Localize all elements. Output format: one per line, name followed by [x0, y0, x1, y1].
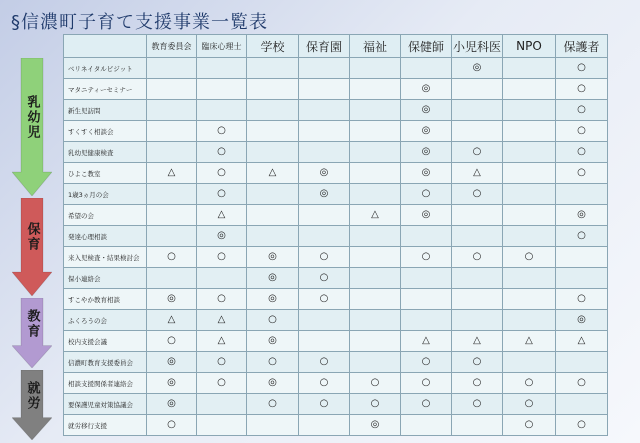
- mark-cell: ○: [503, 415, 556, 436]
- mark-cell: ◎: [556, 310, 608, 331]
- mark-cell: [556, 394, 608, 415]
- mark-cell: ○: [197, 184, 247, 205]
- stage-label: 教育: [24, 308, 40, 339]
- page-title: §信濃町子育て支援事業一覧表: [11, 12, 268, 33]
- mark-cell: [556, 184, 608, 205]
- mark-cell: ○: [299, 289, 350, 310]
- column-header: NPO: [503, 35, 556, 58]
- mark-cell: ○: [197, 121, 247, 142]
- mark-cell: ◎: [247, 373, 299, 394]
- mark-cell: [247, 205, 299, 226]
- mark-cell: ○: [556, 163, 608, 184]
- mark-cell: [452, 415, 503, 436]
- mark-cell: [556, 352, 608, 373]
- table-row: [64, 226, 608, 247]
- mark-cell: [503, 310, 556, 331]
- mark-cell: ○: [197, 289, 247, 310]
- mark-cell: ○: [299, 247, 350, 268]
- table-row: [64, 289, 608, 310]
- mark-cell: ○: [556, 121, 608, 142]
- mark-cell: ○: [452, 247, 503, 268]
- column-header: 教育委員会: [147, 35, 197, 58]
- mark-cell: ○: [147, 415, 197, 436]
- mark-cell: ○: [401, 352, 452, 373]
- row-label: 新生児訪問: [64, 100, 147, 121]
- mark-cell: ○: [452, 184, 503, 205]
- mark-cell: [299, 331, 350, 352]
- mark-cell: [197, 100, 247, 121]
- stage-label: 乳幼児: [24, 94, 40, 140]
- mark-cell: ○: [350, 394, 401, 415]
- mark-cell: ◎: [147, 289, 197, 310]
- mark-cell: ◎: [147, 373, 197, 394]
- mark-cell: ○: [197, 247, 247, 268]
- mark-cell: [503, 163, 556, 184]
- mark-cell: ○: [197, 142, 247, 163]
- table-row: [64, 184, 608, 205]
- mark-cell: △: [452, 163, 503, 184]
- column-header: 保護者: [556, 35, 608, 58]
- mark-cell: [197, 268, 247, 289]
- mark-cell: ○: [197, 352, 247, 373]
- table-row: [64, 121, 608, 142]
- table-row: [64, 163, 608, 184]
- table-row: [64, 58, 608, 79]
- mark-cell: [350, 79, 401, 100]
- mark-cell: [401, 415, 452, 436]
- mark-cell: [299, 415, 350, 436]
- row-label: ひよこ教室: [64, 163, 147, 184]
- mark-cell: △: [350, 205, 401, 226]
- mark-cell: [452, 268, 503, 289]
- mark-cell: [401, 268, 452, 289]
- mark-cell: ◎: [247, 289, 299, 310]
- mark-cell: [350, 100, 401, 121]
- mark-cell: [556, 268, 608, 289]
- mark-cell: ◎: [401, 142, 452, 163]
- mark-cell: [147, 184, 197, 205]
- mark-cell: [401, 226, 452, 247]
- mark-cell: ○: [556, 373, 608, 394]
- table-row: [64, 394, 608, 415]
- mark-cell: ○: [452, 394, 503, 415]
- row-label: 来入児検査・結果検討会: [64, 247, 147, 268]
- table-row: [64, 268, 608, 289]
- row-label: 校内支援会議: [64, 331, 147, 352]
- row-label: すこやか教育相談: [64, 289, 147, 310]
- mark-cell: [503, 268, 556, 289]
- mark-cell: [247, 142, 299, 163]
- mark-cell: ○: [299, 394, 350, 415]
- row-label: 1歳3ヵ月の会: [64, 184, 147, 205]
- mark-cell: [350, 184, 401, 205]
- mark-cell: ◎: [401, 79, 452, 100]
- mark-cell: [197, 58, 247, 79]
- stage-label: 就労: [24, 380, 40, 411]
- mark-cell: △: [147, 310, 197, 331]
- mark-cell: [197, 79, 247, 100]
- mark-cell: [556, 247, 608, 268]
- table-row: [64, 331, 608, 352]
- mark-cell: [503, 58, 556, 79]
- mark-cell: [503, 121, 556, 142]
- mark-cell: ◎: [452, 58, 503, 79]
- mark-cell: [147, 58, 197, 79]
- mark-cell: [147, 79, 197, 100]
- mark-cell: △: [197, 310, 247, 331]
- mark-cell: ◎: [401, 205, 452, 226]
- mark-cell: ○: [197, 373, 247, 394]
- mark-cell: ○: [556, 100, 608, 121]
- table-row: [64, 310, 608, 331]
- mark-cell: ○: [299, 352, 350, 373]
- mark-cell: [503, 289, 556, 310]
- mark-cell: ○: [147, 247, 197, 268]
- mark-cell: [147, 100, 197, 121]
- mark-cell: [350, 352, 401, 373]
- mark-cell: ○: [556, 289, 608, 310]
- mark-cell: [350, 289, 401, 310]
- column-header: 保育園: [299, 35, 350, 58]
- mark-cell: ○: [503, 247, 556, 268]
- mark-cell: [247, 184, 299, 205]
- mark-cell: △: [197, 331, 247, 352]
- mark-cell: [147, 226, 197, 247]
- mark-cell: [452, 79, 503, 100]
- mark-cell: [452, 226, 503, 247]
- mark-cell: ○: [556, 58, 608, 79]
- mark-cell: ◎: [147, 352, 197, 373]
- mark-cell: ○: [556, 79, 608, 100]
- mark-cell: ◎: [350, 415, 401, 436]
- mark-cell: [350, 310, 401, 331]
- mark-cell: [147, 142, 197, 163]
- mark-cell: ○: [401, 373, 452, 394]
- mark-cell: [350, 163, 401, 184]
- mark-cell: [503, 205, 556, 226]
- row-label: 相談支援関係者連絡会: [64, 373, 147, 394]
- table-row: [64, 373, 608, 394]
- mark-cell: [147, 268, 197, 289]
- mark-cell: [299, 142, 350, 163]
- mark-cell: [401, 289, 452, 310]
- column-header: 保健師: [401, 35, 452, 58]
- mark-cell: [247, 226, 299, 247]
- mark-cell: [147, 121, 197, 142]
- column-header: 福祉: [350, 35, 401, 58]
- mark-cell: [452, 100, 503, 121]
- mark-cell: ○: [452, 352, 503, 373]
- mark-cell: ○: [452, 373, 503, 394]
- mark-cell: [503, 352, 556, 373]
- table-row: [64, 100, 608, 121]
- mark-cell: [197, 394, 247, 415]
- column-header: 小児科医: [452, 35, 503, 58]
- mark-cell: ○: [452, 142, 503, 163]
- row-label: 就労移行支援: [64, 415, 147, 436]
- mark-cell: [452, 289, 503, 310]
- mark-cell: ○: [247, 394, 299, 415]
- mark-cell: ○: [556, 142, 608, 163]
- mark-cell: ○: [299, 268, 350, 289]
- stage-label: 保育: [24, 222, 40, 252]
- mark-cell: [401, 310, 452, 331]
- mark-cell: △: [556, 331, 608, 352]
- mark-cell: [247, 58, 299, 79]
- mark-cell: ○: [197, 163, 247, 184]
- mark-cell: [503, 100, 556, 121]
- mark-cell: [503, 142, 556, 163]
- mark-cell: ◎: [299, 184, 350, 205]
- mark-cell: ◎: [197, 226, 247, 247]
- mark-cell: ○: [401, 184, 452, 205]
- table-row: [64, 415, 608, 436]
- mark-cell: ◎: [247, 247, 299, 268]
- mark-cell: [247, 121, 299, 142]
- mark-cell: △: [452, 331, 503, 352]
- mark-cell: [299, 205, 350, 226]
- mark-cell: ○: [350, 373, 401, 394]
- row-label: ベリネイタルビジット: [64, 58, 147, 79]
- row-label: 希望の会: [64, 205, 147, 226]
- mark-cell: [299, 79, 350, 100]
- mark-cell: [452, 310, 503, 331]
- mark-cell: △: [401, 331, 452, 352]
- mark-cell: ○: [401, 247, 452, 268]
- mark-cell: [401, 58, 452, 79]
- table-row: [64, 79, 608, 100]
- header-row: [64, 35, 608, 58]
- mark-cell: [247, 415, 299, 436]
- mark-cell: [350, 58, 401, 79]
- mark-cell: [350, 268, 401, 289]
- row-label: 乳幼児健康検査: [64, 142, 147, 163]
- mark-cell: ◎: [247, 331, 299, 352]
- mark-cell: △: [247, 163, 299, 184]
- mark-cell: [452, 205, 503, 226]
- mark-cell: △: [197, 205, 247, 226]
- mark-cell: ○: [299, 373, 350, 394]
- mark-cell: ○: [247, 310, 299, 331]
- mark-cell: [299, 121, 350, 142]
- mark-cell: ◎: [401, 121, 452, 142]
- row-label: 信濃町教育支援委員会: [64, 352, 147, 373]
- mark-cell: [350, 331, 401, 352]
- header-corner: [64, 35, 147, 58]
- mark-cell: [503, 184, 556, 205]
- mark-cell: [350, 226, 401, 247]
- mark-cell: [452, 121, 503, 142]
- mark-cell: [503, 79, 556, 100]
- mark-cell: ○: [401, 394, 452, 415]
- mark-cell: [299, 310, 350, 331]
- mark-cell: ◎: [556, 205, 608, 226]
- mark-cell: ○: [503, 373, 556, 394]
- mark-cell: [197, 415, 247, 436]
- mark-cell: [350, 142, 401, 163]
- mark-cell: ○: [503, 394, 556, 415]
- mark-cell: ○: [247, 352, 299, 373]
- mark-cell: ◎: [299, 163, 350, 184]
- mark-cell: [350, 247, 401, 268]
- column-header: 臨床心理士: [197, 35, 247, 58]
- table-row: [64, 247, 608, 268]
- row-label: 要保護児童対策協議会: [64, 394, 147, 415]
- mark-cell: [299, 226, 350, 247]
- mark-cell: ◎: [247, 268, 299, 289]
- mark-cell: [147, 205, 197, 226]
- program-table: [63, 34, 608, 436]
- mark-cell: [350, 121, 401, 142]
- mark-cell: ◎: [401, 163, 452, 184]
- mark-cell: △: [147, 163, 197, 184]
- mark-cell: ○: [556, 226, 608, 247]
- row-label: 発達心理相談: [64, 226, 147, 247]
- column-header: 学校: [247, 35, 299, 58]
- mark-cell: [247, 100, 299, 121]
- mark-cell: [503, 226, 556, 247]
- mark-cell: ◎: [147, 394, 197, 415]
- mark-cell: ◎: [401, 100, 452, 121]
- row-label: ふくろうの会: [64, 310, 147, 331]
- table-row: [64, 205, 608, 226]
- table-row: [64, 352, 608, 373]
- mark-cell: [247, 79, 299, 100]
- mark-cell: △: [503, 331, 556, 352]
- mark-cell: ○: [556, 415, 608, 436]
- mark-cell: ○: [147, 331, 197, 352]
- mark-cell: [299, 100, 350, 121]
- mark-cell: [299, 58, 350, 79]
- row-label: 保小連絡会: [64, 268, 147, 289]
- row-label: マタニティーセミナー: [64, 79, 147, 100]
- row-label: すくすく相談会: [64, 121, 147, 142]
- table-row: [64, 142, 608, 163]
